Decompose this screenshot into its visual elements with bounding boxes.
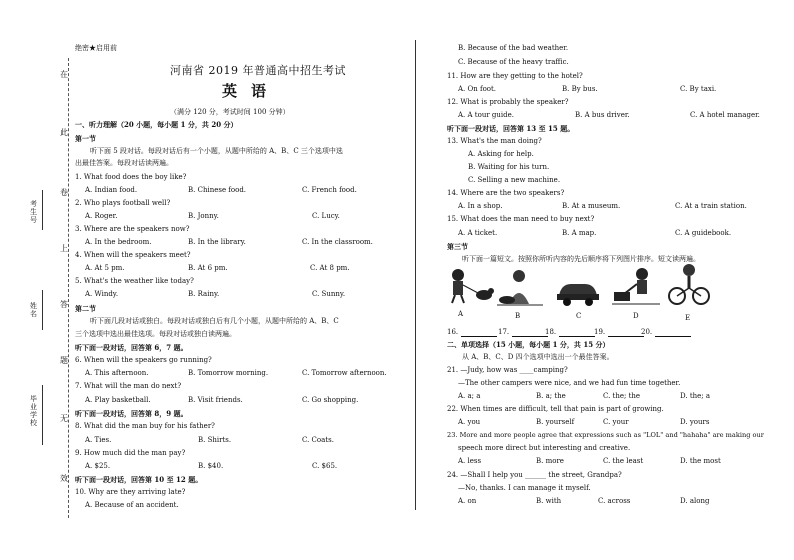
field-line-name (42, 290, 43, 330)
section-1-heading: 一、听力理解（20 小题，每小题 1 分，共 20 分） (75, 120, 238, 129)
option: A. less (458, 457, 482, 465)
question-2: 2. Who plays football well? (75, 199, 171, 207)
option: C. At 8 pm. (310, 264, 350, 272)
answer-blank-17[interactable]: 17. (498, 328, 548, 337)
question-24: 24. —Shall I help you ______ the street, Grandpa? (447, 471, 622, 479)
part-2-instruction-cont: 三个选项中选出最佳选项。每段对话或独白读两遍。 (75, 330, 236, 338)
option: B. A map. (562, 229, 597, 237)
option: A. Roger. (85, 212, 118, 220)
picture-label: A (458, 310, 464, 318)
picture-b-boy-with-pet (497, 268, 543, 306)
option: A. Ties. (85, 436, 112, 444)
option: B. Shirts. (198, 436, 232, 444)
option: C. French food. (302, 186, 357, 194)
option: B. more (536, 457, 564, 465)
margin-char: 此 (60, 128, 68, 137)
option: C. Tomorrow afternoon. (302, 369, 387, 377)
option: A. Play basketball. (85, 396, 151, 404)
question-23-cont: speech more direct but interesting and creative. (458, 444, 631, 452)
option: B. At 6 pm. (188, 264, 228, 272)
dialogue-heading: 听下面一段对话，回答第 13 至 15 题。 (447, 124, 575, 133)
option: C. Coats. (302, 436, 334, 444)
margin-char: 上 (60, 244, 68, 253)
option: C. A hotel manager. (690, 111, 760, 119)
option: B. yourself (536, 418, 575, 426)
picture-c-car-washing (555, 272, 601, 306)
field-line-school (42, 385, 43, 445)
option: A. Because of an accident. (85, 501, 179, 509)
option: B. Rainy. (188, 290, 220, 298)
section-2-heading: 二、单项选择（15 小题，每小题 1 分，共 15 分） (447, 340, 610, 349)
picture-label: E (685, 314, 691, 322)
answer-blank-20[interactable]: 20. (641, 328, 691, 337)
option: C. In the classroom. (302, 238, 373, 246)
secret-label: 绝密★启用前 (75, 44, 117, 52)
picture-label: B (515, 312, 521, 320)
question-9: 9. How much did the man pay? (75, 449, 186, 457)
option: A. In the bedroom. (85, 238, 152, 246)
question-21-reply: —The other campers were nice, and we had fun time together. (458, 379, 681, 387)
option: C. across (598, 497, 631, 505)
option: B. At a museum. (562, 202, 621, 210)
part-2-instruction: 听下面几段对话或独白。每段对话或独白后有几个小题，从题中所给的 A、B、C (90, 317, 339, 325)
answer-blank-18[interactable]: 18. (545, 328, 595, 337)
question-5: 5. What's the weather like today? (75, 277, 194, 285)
field-candidate-number: 考生号 (30, 200, 37, 224)
picture-d-lawn-mowing (612, 266, 660, 306)
question-24-reply: —No, thanks. I can manage it myself. (458, 484, 591, 492)
question-4: 4. When will the speakers meet? (75, 251, 191, 259)
option: A. $25. (85, 462, 111, 470)
option: B. In the library. (188, 238, 246, 246)
option: A. A tour guide. (458, 111, 514, 119)
option: C. A guidebook. (675, 229, 732, 237)
part-1-instruction: 听下面 5 段对话。每段对话后有一个小题，从题中所给的 A、B、C 三个选项中选 (90, 147, 343, 155)
option: C. By taxi. (680, 85, 717, 93)
field-line-candidate (42, 190, 43, 230)
option: A. Windy. (85, 290, 119, 298)
question-8: 8. What did the man buy for his father? (75, 422, 215, 430)
question-12: 12. What is probably the speaker? (447, 98, 569, 106)
option: B. $40. (198, 462, 224, 470)
part-3-heading: 第三节 (447, 242, 468, 251)
dialogue-heading: 听下面一段对话，回答第 8，9 题。 (75, 409, 188, 418)
option: D. along (680, 497, 710, 505)
part-3-instruction: 听下面一篇短文。按照你所听内容的先后顺序将下列图片排序。短文读两遍。 (462, 255, 700, 263)
option: C. Go shopping. (302, 396, 359, 404)
section-2-instruction: 从 A、B、C、D 四个选项中选出一个最佳答案。 (462, 353, 614, 361)
dialogue-heading: 听下面一段对话，回答第 10 至 12 题。 (75, 475, 203, 484)
option: D. yours (680, 418, 710, 426)
question-6: 6. When will the speakers go running? (75, 356, 212, 364)
option: C. $65. (312, 462, 338, 470)
exam-info: （满分 120 分，考试时间 100 分钟） (170, 108, 290, 116)
field-school: 毕业学校 (30, 395, 37, 427)
picture-label: D (633, 312, 639, 320)
margin-char: 答 (60, 300, 68, 309)
option: C. Lucy. (312, 212, 340, 220)
option: A. On foot. (458, 85, 497, 93)
option: B. Because of the bad weather. (458, 44, 569, 52)
option: C. Sunny. (312, 290, 346, 298)
option: B. Visit friends. (188, 396, 243, 404)
question-3: 3. Where are the speakers now? (75, 225, 190, 233)
option: B. Tomorrow morning. (188, 369, 269, 377)
answer-blank-19[interactable]: 19. (594, 328, 644, 337)
question-23: 23. More and more people agree that expressions such as "LOL" and "hahaha" are making our (447, 431, 764, 439)
picture-label: C (576, 312, 582, 320)
option: C. your (603, 418, 629, 426)
binding-line (68, 58, 69, 518)
option: B. with (536, 497, 562, 505)
option: C. the least (603, 457, 644, 465)
answer-blank-16[interactable]: 16. (447, 328, 497, 337)
margin-char: 在 (60, 70, 68, 79)
option: B. a; the (536, 392, 566, 400)
option: D. the most (680, 457, 721, 465)
margin-char: 效 (60, 474, 68, 483)
picture-a-dog-walking (446, 265, 494, 305)
option: B. Jonny. (188, 212, 219, 220)
part-2-heading: 第二节 (75, 304, 96, 313)
margin-char: 题 (60, 356, 68, 365)
picture-e-cycling (667, 262, 711, 306)
field-name: 姓名 (30, 302, 37, 318)
option: A. This afternoon. (85, 369, 149, 377)
option: C. At a train station. (675, 202, 747, 210)
question-14: 14. Where are the two speakers? (447, 189, 565, 197)
option: B. Waiting for his turn. (468, 163, 550, 171)
part-1-instruction-cont: 出最佳答案。每段对话读两遍。 (75, 159, 173, 167)
option: B. By bus. (562, 85, 598, 93)
question-13: 13. What's the man doing? (447, 137, 542, 145)
option: C. Because of the heavy traffic. (458, 58, 569, 66)
option: B. Chinese food. (188, 186, 247, 194)
option: A. In a shop. (458, 202, 503, 210)
question-7: 7. What will the man do next? (75, 382, 182, 390)
part-1-heading: 第一节 (75, 134, 96, 143)
option: C. Selling a new machine. (468, 176, 561, 184)
question-11: 11. How are they getting to the hotel? (447, 72, 583, 80)
option: A. on (458, 497, 477, 505)
option: A. Indian food. (85, 186, 138, 194)
exam-title: 河南省 2019 年普通高中招生考试 (170, 64, 346, 77)
question-10: 10. Why are they arriving late? (75, 488, 186, 496)
question-15: 15. What does the man need to buy next? (447, 215, 595, 223)
option: D. the; a (680, 392, 711, 400)
option: A. a; a (458, 392, 481, 400)
option: C. the; the (603, 392, 641, 400)
option: A. At 5 pm. (85, 264, 125, 272)
question-1: 1. What food does the boy like? (75, 173, 187, 181)
column-divider (415, 40, 416, 510)
question-22: 22. When times are difficult, tell that pain is part of growing. (447, 405, 664, 413)
option: A. Asking for help. (468, 150, 534, 158)
option: A. you (458, 418, 481, 426)
question-21: 21. —Judy, how was ____camping? (447, 366, 568, 374)
option: B. A bus driver. (575, 111, 630, 119)
subject-title: 英语 (222, 82, 281, 100)
margin-char: 卷 (60, 188, 68, 197)
dialogue-heading: 听下面一段对话，回答第 6，7 题。 (75, 343, 188, 352)
margin-char: 无 (60, 414, 68, 423)
option: A. A ticket. (458, 229, 498, 237)
